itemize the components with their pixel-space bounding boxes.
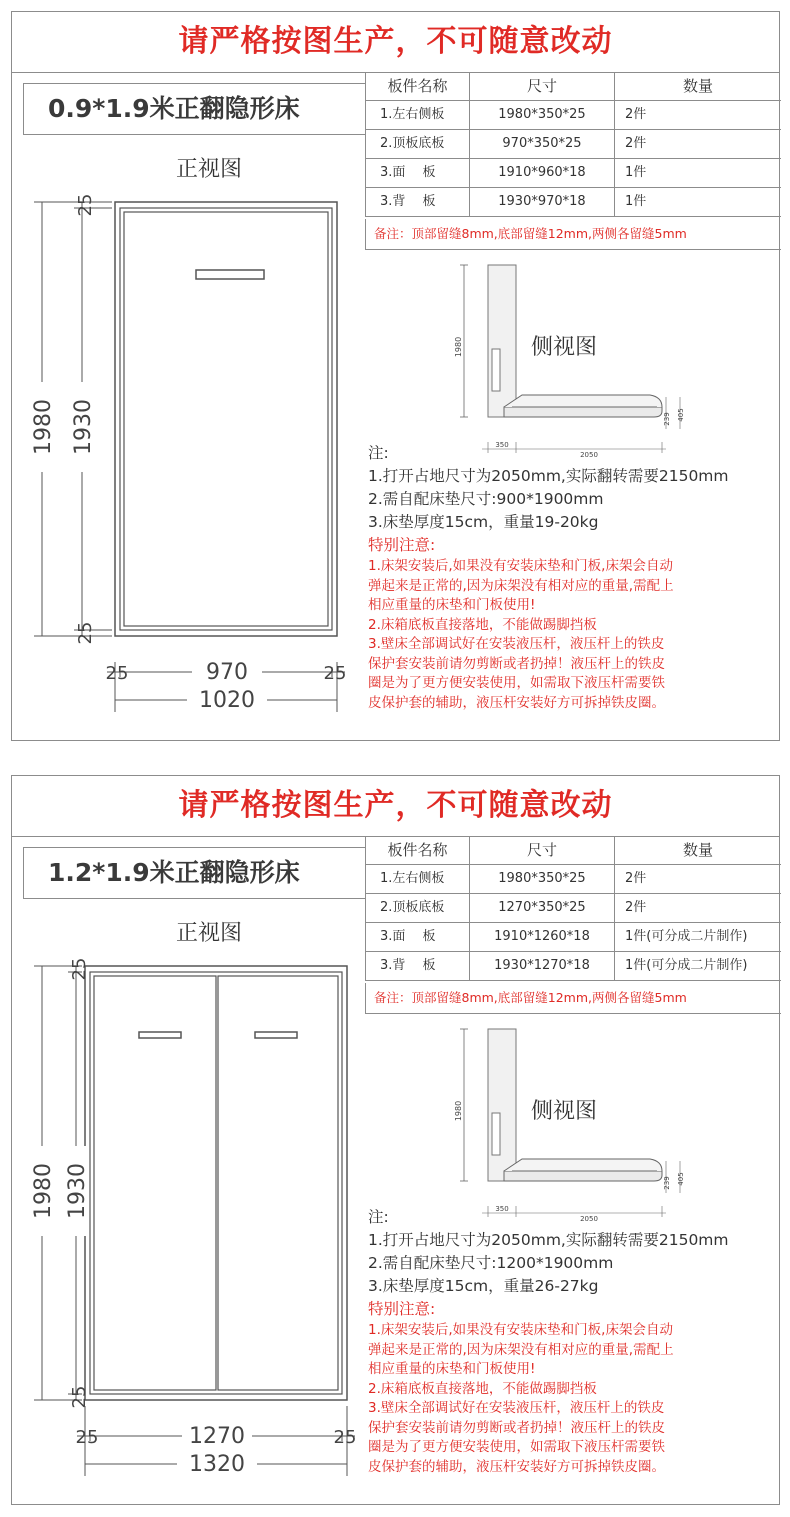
spec-panel-1.2m [11,775,780,1505]
note-item: 3.床垫厚度15cm，重量26-27kg [368,1277,599,1295]
side-mattress [504,395,662,407]
dim-inner-height: 1930 [65,1163,90,1219]
cell-size: 970*350*25 [469,130,614,158]
bed-model-title: 1.2*1.9米正翻隐形床 [23,847,366,899]
cell-size: 1910*960*18 [469,159,614,187]
dim-right-side: 25 [323,663,347,684]
special-heading: 特别注意: [368,1300,436,1318]
cell-size: 1930*1270*18 [469,952,614,980]
side-dim-bed-height: 405 [677,408,685,422]
side-dim-frame-height: 239 [663,1176,671,1190]
special-line: 弹起来是正常的,因为床架没有相对应的重量,需配上 [368,577,674,594]
side-cabinet [488,265,516,417]
special-line: 保护套安装前请勿剪断或者扔掉！液压杆上的铁皮 [368,655,665,672]
special-line: 1.床架安装后,如果没有安装床垫和门板,床架会自动 [368,1322,673,1338]
dim-outer-width: 1020 [199,688,255,713]
cabinet-inner [120,208,332,630]
dim-bottom-gap: 25 [69,1385,90,1409]
special-line: 皮保护套的辅助，液压杆安装好方可拆掉铁皮圈。 [368,694,665,711]
dim-inner-width: 970 [206,660,248,685]
cell-size: 1980*350*25 [469,101,614,129]
col-header-part: 板件名称 [365,836,469,864]
side-bed-frame [504,407,662,417]
cell-part: 3.面 板 [365,159,469,187]
notes-block [368,1206,773,1477]
cell-size: 1910*1260*18 [469,923,614,951]
special-line: 2.床箱底板直接落地，不能做踢脚挡板 [368,1380,597,1397]
note-item: 2.需自配床垫尺寸:900*1900mm [368,490,604,508]
door-handle-right [255,1032,297,1038]
dim-left-side: 25 [105,663,129,684]
col-header-part: 板件名称 [365,72,469,100]
special-line: 3.壁床全部调试好在安装液压杆，液压杆上的铁皮 [368,636,665,652]
side-bed-frame [504,1171,662,1181]
cell-qty: 1件(可分成二片制作) [614,952,781,980]
cell-part: 2.顶板底板 [365,130,469,158]
door-panel [124,212,328,626]
front-view-label: 正视图 [176,921,243,946]
dim-inner-height: 1930 [71,399,96,455]
dim-outer-height: 1980 [31,1163,56,1219]
side-dim-frame-height: 239 [663,412,671,426]
side-mattress [504,1159,662,1171]
dim-top-gap: 25 [69,957,90,981]
warning-header: 请严格按图生产，不可随意改动 [12,12,779,73]
special-line: 相应重量的床垫和门板使用! [368,597,536,613]
cell-part: 3.面 板 [365,923,469,951]
special-line: 皮保护套的辅助，液压杆安装好方可拆掉铁皮圈。 [368,1458,665,1475]
special-line: 保护套安装前请勿剪断或者扔掉！液压杆上的铁皮 [368,1419,665,1436]
cell-size: 1270*350*25 [469,894,614,922]
cell-qty: 2件 [614,865,781,893]
dim-outer-width: 1320 [189,1452,245,1477]
col-header-size: 尺寸 [469,72,614,100]
special-line: 2.床箱底板直接落地，不能做踢脚挡板 [368,616,597,633]
side-dim-height: 1980 [454,336,463,358]
special-line: 圈是为了更方便安装使用，如需取下液压杆需要铁 [368,675,665,691]
cell-part: 2.顶板底板 [365,894,469,922]
col-header-qty: 数量 [614,72,781,100]
col-header-qty: 数量 [614,836,781,864]
cell-qty: 2件 [614,101,781,129]
dim-outer-height: 1980 [31,399,56,455]
cell-part: 3.背 板 [365,188,469,216]
cabinet-outer [115,202,337,636]
special-line: 圈是为了更方便安装使用，如需取下液压杆需要铁 [368,1439,665,1455]
bed-model-title: 0.9*1.9米正翻隐形床 [23,83,366,135]
side-view-label: 侧视图 [531,335,598,360]
note-item: 3.床垫厚度15cm，重量19-20kg [368,513,599,531]
side-cabinet [488,1029,516,1181]
dim-left-side: 25 [75,1427,99,1448]
special-line: 3.壁床全部调试好在安装液压杆，液压杆上的铁皮 [368,1400,665,1416]
cell-part: 3.背 板 [365,952,469,980]
special-line: 相应重量的床垫和门板使用! [368,1361,536,1377]
dim-right-side: 25 [333,1427,357,1448]
side-dim-open-length: 2050 [580,1215,598,1221]
notes-heading: 注: [368,444,389,462]
side-dim-height: 1980 [454,1100,463,1122]
cell-qty: 1件(可分成二片制作) [614,923,781,951]
cell-part: 1.左右侧板 [365,865,469,893]
dim-inner-width: 1270 [189,1424,245,1449]
door-handle [196,270,264,279]
table-remark: 备注：顶部留缝8mm,底部留缝12mm,两侧各留缝5mm [365,219,781,250]
notes-heading: 注: [368,1208,389,1226]
warning-header: 请严格按图生产，不可随意改动 [12,776,779,837]
side-dim-depth: 350 [495,1205,509,1213]
cell-qty: 1件 [614,188,781,216]
door-handle-left [139,1032,181,1038]
note-item: 1.打开占地尺寸为2050mm,实际翻转需要2150mm [368,1231,729,1249]
col-header-size: 尺寸 [469,836,614,864]
table-remark: 备注：顶部留缝8mm,底部留缝12mm,两侧各留缝5mm [365,983,781,1014]
dim-top-gap: 25 [75,193,96,217]
note-item: 2.需自配床垫尺寸:1200*1900mm [368,1254,614,1272]
side-dim-bed-height: 405 [677,1172,685,1186]
spec-panel-0.9m [11,11,780,741]
cell-qty: 1件 [614,159,781,187]
cell-qty: 2件 [614,894,781,922]
cell-part: 1.左右侧板 [365,101,469,129]
notes-block [368,442,773,713]
special-line: 弹起来是正常的,因为床架没有相对应的重量,需配上 [368,1341,674,1358]
note-item: 1.打开占地尺寸为2050mm,实际翻转需要2150mm [368,467,729,485]
special-line: 1.床架安装后,如果没有安装床垫和门板,床架会自动 [368,558,673,574]
dim-bottom-gap: 25 [75,621,96,645]
cell-size: 1930*970*18 [469,188,614,216]
cell-size: 1980*350*25 [469,865,614,893]
front-view-label: 正视图 [176,157,243,182]
cell-qty: 2件 [614,130,781,158]
side-dim-depth: 350 [495,441,509,449]
side-dim-open-length: 2050 [580,451,598,457]
side-view-label: 侧视图 [531,1099,598,1124]
special-heading: 特别注意: [368,536,436,554]
